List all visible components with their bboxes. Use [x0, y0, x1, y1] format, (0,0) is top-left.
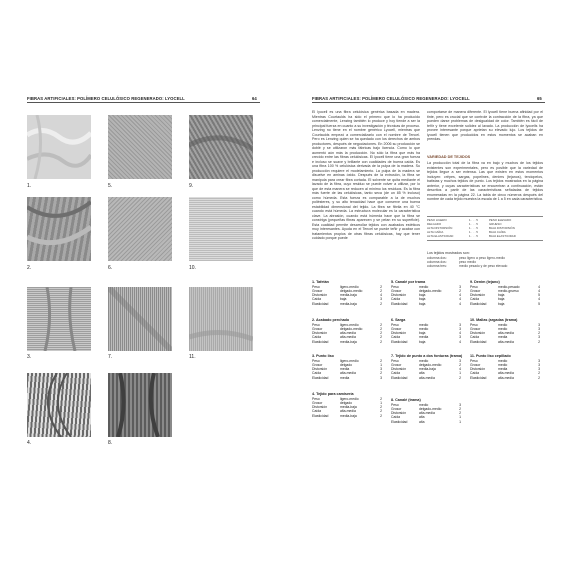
- property-name: Elasticidad: [391, 339, 408, 344]
- fabric-table-row: [470, 376, 543, 380]
- property-value: delgado-medio: [419, 362, 442, 367]
- property-score: 4: [380, 293, 382, 298]
- property-value: alta-media: [498, 371, 514, 376]
- property-name: Grosor: [312, 326, 323, 331]
- fabric-table-title: 9. Denim (tejano): [470, 280, 500, 284]
- property-score: 2: [380, 288, 382, 293]
- property-value: baja: [498, 297, 505, 302]
- fabric-table-title: 5. Canalé por trama: [391, 280, 426, 284]
- property-value: alta-media: [419, 375, 435, 380]
- swatch-label-1: 1.: [27, 183, 32, 189]
- fabric-table: [391, 354, 464, 380]
- property-name: Caída: [312, 409, 322, 414]
- property-score: 3: [538, 322, 540, 327]
- property-value: baja: [419, 301, 426, 306]
- property-name: Peso: [312, 322, 320, 327]
- property-name: Elasticidad: [391, 301, 408, 306]
- shown-desc: medio pesado y de peso elevado: [459, 264, 508, 268]
- shown-list: [427, 256, 543, 268]
- fabric-table-title: 11. Punto liso cepillado: [470, 354, 511, 358]
- fabric-table-row: [391, 340, 464, 344]
- fabric-swatch-5: [108, 115, 172, 179]
- property-score: 2: [538, 375, 540, 380]
- fabric-swatch-6: [108, 197, 172, 261]
- legend-scale: 1 . . . 5: [469, 230, 478, 234]
- property-score: 2: [459, 288, 461, 293]
- fabric-table-title: 7. Tejido de punto a dos fonturas (trama): [391, 354, 463, 358]
- property-value: baja: [419, 297, 426, 302]
- legend-high: PESO ELEVADO: [489, 218, 512, 222]
- property-name: Peso: [312, 396, 320, 401]
- shown-col: columna tres:: [427, 264, 447, 268]
- fabric-swatch-11: [189, 287, 253, 351]
- property-value: medio: [498, 326, 508, 331]
- property-value: ligero-medio: [340, 284, 359, 289]
- fabric-table: [470, 280, 543, 306]
- property-value: media: [340, 375, 350, 380]
- property-value: alta: [419, 419, 425, 424]
- property-score: 2: [380, 396, 382, 401]
- property-value: medio: [498, 322, 508, 327]
- fabric-table: [312, 318, 385, 344]
- property-value: delgado-medio: [340, 288, 363, 293]
- property-name: Caída: [391, 297, 401, 302]
- property-value: alta-media: [340, 331, 356, 336]
- right-page-number: 65: [537, 96, 542, 101]
- property-score: 1: [380, 400, 382, 405]
- swatch-label-6: 6.: [108, 265, 113, 271]
- property-score: 2: [380, 301, 382, 306]
- property-value: baja: [498, 293, 505, 298]
- legend-high: BAJA CAÍDA: [489, 230, 506, 234]
- property-name: Elasticidad: [312, 301, 329, 306]
- property-name: Caída: [470, 297, 480, 302]
- property-name: Caída: [391, 371, 401, 376]
- property-value: medio: [419, 284, 429, 289]
- property-name: Elasticidad: [470, 375, 487, 380]
- property-name: Peso: [470, 358, 478, 363]
- property-score: 1: [459, 419, 461, 424]
- property-value: baja: [419, 293, 426, 298]
- fabric-swatch-9: [189, 115, 253, 179]
- property-score: 2: [459, 411, 461, 416]
- property-score: 4: [459, 367, 461, 372]
- property-value: media-baja: [340, 301, 357, 306]
- property-score: 3: [380, 375, 382, 380]
- swatch-label-8: 8.: [108, 440, 113, 446]
- fabric-table: [312, 392, 385, 418]
- property-score: 1: [459, 415, 461, 420]
- property-name: Peso: [391, 284, 399, 289]
- fabric-table-title: 2. Acabado perchado: [312, 318, 350, 322]
- property-value: media-baja: [340, 293, 357, 298]
- property-name: Distorsión: [391, 331, 407, 336]
- property-value: media: [340, 367, 350, 372]
- property-score: 3: [459, 284, 461, 289]
- legend-rule-bottom: [427, 240, 543, 241]
- property-score: 3: [538, 335, 540, 340]
- property-score: 3: [459, 326, 461, 331]
- property-value: medio-grueso: [498, 288, 519, 293]
- property-value: media-baja: [340, 339, 357, 344]
- legend-scale: 1 . . . 5: [469, 234, 478, 238]
- property-name: Distorsión: [470, 331, 486, 336]
- property-score: 3: [459, 335, 461, 340]
- property-value: alta-media: [498, 331, 514, 336]
- property-name: Caída: [312, 335, 322, 340]
- property-name: Distorsión: [470, 293, 486, 298]
- property-value: media: [498, 367, 508, 372]
- property-name: Distorsión: [470, 367, 486, 372]
- property-score: 2: [380, 358, 382, 363]
- property-score: 3: [538, 362, 540, 367]
- property-value: media-baja: [340, 413, 357, 418]
- property-name: Distorsión: [391, 367, 407, 372]
- property-score: 3: [459, 402, 461, 407]
- fabric-table-row: [312, 302, 385, 306]
- property-value: delgado-medio: [419, 288, 442, 293]
- property-name: Grosor: [470, 362, 481, 367]
- property-value: alta-media: [340, 335, 356, 340]
- legend-high: BAJA ELASTICIDAD: [489, 234, 516, 238]
- fabric-swatch-8: [108, 373, 172, 437]
- property-name: Caída: [470, 371, 480, 376]
- property-name: Elasticidad: [312, 413, 329, 418]
- property-score: 1: [459, 371, 461, 376]
- property-value: medio: [419, 326, 429, 331]
- property-name: Grosor: [470, 288, 481, 293]
- property-name: Distorsión: [312, 331, 328, 336]
- fabric-table-title: 3. Punto liso: [312, 354, 334, 358]
- property-score: 5: [538, 293, 540, 298]
- fabric-swatch-3: [27, 287, 91, 351]
- property-value: baja: [340, 297, 347, 302]
- fabric-table: [312, 354, 385, 380]
- fabric-table-title: 8. Canalé (trama): [391, 398, 421, 402]
- shown-desc: peso ligero a peso ligero-medio: [459, 256, 506, 260]
- property-name: Grosor: [391, 326, 402, 331]
- property-score: 4: [459, 301, 461, 306]
- fabric-table-row: [312, 340, 385, 344]
- fabric-table: [470, 354, 543, 380]
- property-value: alta-media: [340, 371, 356, 376]
- property-value: alta-media: [498, 339, 514, 344]
- property-name: Distorsión: [312, 293, 328, 298]
- property-score: 2: [538, 339, 540, 344]
- property-value: medio: [419, 322, 429, 327]
- property-value: alta: [419, 415, 425, 420]
- property-value: delgado-medio: [419, 406, 442, 411]
- property-score: 3: [538, 326, 540, 331]
- fabric-table-row: [391, 420, 464, 424]
- property-name: Elasticidad: [312, 375, 329, 380]
- property-value: baja: [419, 339, 426, 344]
- property-name: Caída: [391, 415, 401, 420]
- property-name: Grosor: [312, 400, 323, 405]
- swatch-label-11: 11.: [189, 354, 196, 360]
- property-value: alta: [419, 371, 425, 376]
- property-name: Caída: [312, 297, 322, 302]
- property-value: media: [498, 335, 508, 340]
- property-name: Caída: [312, 371, 322, 376]
- fabric-swatch-1: [27, 115, 91, 179]
- property-name: Grosor: [312, 288, 323, 293]
- body-text-column-2: comportarse de manera diferente. El lyocell tiene buena afinidad por el tinte, pero es crucial que se controle la contracción de la fibra, ya que pueden darse problemas de desigualdad de color. También es fácil de teñir y tiene excelente solidez al lavado. La producción de lyocells ha provee interesante porque aprietan su elevado lujo. Los tejidos de lyocell tienen que producidos en estos momentos se acaban en prendas.: [427, 110, 543, 141]
- swatch-label-7: 7.: [108, 354, 113, 360]
- fabric-table-title: 10. Mallas (argadas (trama): [470, 318, 518, 322]
- property-name: Elasticidad: [391, 419, 408, 424]
- property-name: Grosor: [391, 288, 402, 293]
- property-score: 4: [538, 284, 540, 289]
- shown-desc: peso medio: [459, 260, 477, 264]
- property-name: Grosor: [391, 362, 402, 367]
- legend-low: DELGADO: [427, 222, 442, 226]
- property-value: medio: [419, 402, 429, 407]
- property-value: alta-media: [340, 409, 356, 414]
- fabric-table: [312, 280, 385, 306]
- fabric-table-row: [312, 414, 385, 418]
- fabric-table-row: [391, 302, 464, 306]
- property-value: alta-media: [498, 375, 514, 380]
- property-name: Peso: [312, 284, 320, 289]
- fabric-table: [391, 280, 464, 306]
- property-name: Peso: [391, 322, 399, 327]
- swatch-label-10: 10.: [189, 265, 196, 271]
- property-value: ligero-medio: [340, 322, 359, 327]
- legend-low: ALTA ELASTICIDAD: [427, 234, 454, 238]
- right-page: [285, 0, 570, 570]
- property-score: 2: [380, 409, 382, 414]
- property-score: 2: [459, 362, 461, 367]
- property-name: Elasticidad: [470, 301, 487, 306]
- property-value: media: [419, 335, 429, 340]
- property-name: Peso: [391, 358, 399, 363]
- fabric-swatch-2: [27, 197, 91, 261]
- legend-low: ALTA CAÍDA: [427, 230, 444, 234]
- property-value: delgado: [340, 362, 353, 367]
- shown-intro: Los tejidos mostrados son:: [427, 251, 470, 255]
- shown-col: columna dos:: [427, 260, 447, 264]
- right-running-header: FIBRAS ARTIFICIALES: POLÍMERO CELULÓSICO REGENERADO: LYOCELL: [312, 96, 470, 101]
- property-name: Distorsión: [391, 293, 407, 298]
- legend-rule-top: [427, 216, 543, 217]
- property-score: 2: [380, 322, 382, 327]
- property-value: media-baja: [419, 367, 436, 372]
- property-score: 2: [380, 339, 382, 344]
- property-score: 2: [380, 335, 382, 340]
- property-value: baja: [419, 331, 426, 336]
- fabric-swatch-7: [108, 287, 172, 351]
- body-text-column-1: El lyocell es una fibra celulósica genérica basada en madera. Mientras Courtaulds ha sido el primero que lo ha producido comercialmente, Lenzing también lo produce y hoy tiende a ser la principal fuerza en cuanto a su investigación y técnicas de proceso. Lenzing no tiene en el nombre genérico Lyocell, mientras que Courtaulds empezó a comercializarlo con el nombre de Tencel. Pero es Lenzing quien se ha quedado con los derechos de ambos productores, después de negociaciones. En 2006 su producción se doblé y se utilizaron más fábricas bajo licencia. Como lo que aumentó aún más la producción. No sólo la fibra que más ha crecido entre las fibras celulósicas. El lyocell tiene una gran fuerza e incluso se suave y brillante con cualidades de buena caída. Es una fibra 100 % celulósica derivada de la pulpa de la madera. Su producción requiere el modelamiento. La pulpa de la madera se disuelve en aminas óxido. Después de la extrusión, la fibra se manipula para crear fibra cortada. El solvente se quita mediante el lavado de la fibra, cuyo residuo se puede volver a utilizar, por lo que de esta manera se reducen al mínimo los residuos. Es la fibra más fuerte de las celulósicas, tanto seca (de un 85 % incluso) como húmeda. Esta fuerza es comparable a la de muchos poliésteres, y su alto tenacidad hace que conserve una buena estabilidad dimensional del tejido. La fibra se fibrila en 40 °C cuando está húmeda. La estructura molecular es la característica clave. La abrasión, cuando está húmeda hace que la fibra se constriga (pequeñas fibras aparecen y se pelan en su superficie). Esta cualidad permite desarrollar tejidos con acabados estéticos muy interesantes. Ayuda en el Tencel se puede teñir y acabar con tratamientos propios de otras fibras celulósicas, hay que tener cuidado porque puede: [312, 110, 420, 240]
- property-score: 4: [538, 288, 540, 293]
- fabric-table-row: [470, 340, 543, 344]
- fabric-table-title: 4. Tejido para camisería: [312, 392, 354, 396]
- property-name: Distorsión: [312, 367, 328, 372]
- property-name: Peso: [470, 284, 478, 289]
- legend-low: ALTA DISTORSIÓN: [427, 226, 453, 230]
- property-score: 4: [459, 339, 461, 344]
- property-score: 2: [380, 413, 382, 418]
- property-name: Elasticidad: [470, 339, 487, 344]
- property-score: 2: [459, 375, 461, 380]
- legend-low: PESO LIGERO: [427, 218, 447, 222]
- property-name: Elasticidad: [391, 375, 408, 380]
- property-score: 2: [380, 331, 382, 336]
- property-name: Distorsión: [312, 405, 328, 410]
- property-score: 4: [459, 297, 461, 302]
- fabric-swatch-10: [189, 197, 253, 261]
- property-score: 3: [380, 367, 382, 372]
- fabric-table-title: 1. Tafetán: [312, 280, 329, 284]
- left-running-header: FIBRAS ARTIFICIALES: POLÍMERO CELULÓSICO REGENERADO: LYOCELL: [27, 96, 185, 101]
- property-name: Peso: [312, 358, 320, 363]
- fabric-table-row: [470, 302, 543, 306]
- property-value: alta-media: [419, 411, 435, 416]
- property-name: Distorsión: [391, 411, 407, 416]
- swatch-label-3: 3.: [27, 354, 32, 360]
- fabric-swatch-4: [27, 373, 91, 437]
- right-header-rule: [312, 102, 545, 103]
- fabric-table: [391, 398, 464, 424]
- scale-legend: [427, 218, 543, 238]
- property-score: 3: [538, 367, 540, 372]
- shown-col: columna dos:: [427, 256, 447, 260]
- left-header-rule: [27, 102, 260, 103]
- property-score: 4: [459, 293, 461, 298]
- property-score: 1: [380, 362, 382, 367]
- fabric-table-row: [312, 376, 385, 380]
- property-name: Grosor: [470, 326, 481, 331]
- property-score: 3: [538, 358, 540, 363]
- property-score: 2: [380, 405, 382, 410]
- left-page-number: 64: [252, 96, 257, 101]
- property-value: ligero-medio: [340, 396, 359, 401]
- fabric-table: [391, 318, 464, 344]
- swatch-label-9: 9.: [189, 183, 194, 189]
- property-name: Grosor: [312, 362, 323, 367]
- property-value: medio: [498, 362, 508, 367]
- property-value: medio: [498, 358, 508, 363]
- property-value: ligero-medio: [340, 358, 359, 363]
- property-value: medio-pesado: [498, 284, 520, 289]
- property-value: delgado-medio: [340, 326, 363, 331]
- property-name: Elasticidad: [312, 339, 329, 344]
- property-score: 3: [380, 297, 382, 302]
- legend-scale: 1 . . . 5: [469, 226, 478, 230]
- property-name: Peso: [391, 402, 399, 407]
- legend-scale: 1 . . . 5: [469, 222, 478, 226]
- section-text: La producción total de la fibra va en bajo y muchos de los tejidos existentes son experimentales, pero es posible que la variedad de tejidos llegue a ser extensa. Las que existen en estos momentos incluyen: crêpes, sargas, popelines, denims (tejanos), terciopelos, batistas y muchos tejidos de punto. Los tejidos mostrados en la página anterior, y cuyas características se encuentran a continuación, están descritos a partir de las características señaladas de tejidos enumeradas en la página 22. La tabla de cinco números después del nombre de cada tejido muestra la escala de 1 a 5 en cada característica.: [427, 161, 543, 201]
- property-value: media-baja: [340, 405, 357, 410]
- fabric-table-row: [391, 376, 464, 380]
- property-score: 2: [538, 371, 540, 376]
- property-value: delgado: [340, 400, 353, 405]
- property-name: Caída: [470, 335, 480, 340]
- property-score: 2: [538, 331, 540, 336]
- property-score: 3: [459, 358, 461, 363]
- swatch-label-2: 2.: [27, 265, 32, 271]
- property-score: 2: [380, 371, 382, 376]
- legend-high: BAJA DISTORSIÓN: [489, 226, 515, 230]
- property-value: medio: [419, 358, 429, 363]
- section-title: VARIEDAD DE TEJIDOS: [427, 155, 471, 159]
- property-value: baja: [498, 301, 505, 306]
- legend-scale: 1 . . . 5: [469, 218, 478, 222]
- property-name: Grosor: [391, 406, 402, 411]
- property-name: Caída: [391, 335, 401, 340]
- property-score: 2: [380, 326, 382, 331]
- fabric-table: [470, 318, 543, 344]
- property-score: 4: [538, 297, 540, 302]
- property-score: 5: [538, 301, 540, 306]
- property-score: 4: [459, 331, 461, 336]
- legend-high: GRUESO: [489, 222, 502, 226]
- fabric-table-title: 6. Sarga: [391, 318, 406, 322]
- swatch-label-4: 4.: [27, 440, 32, 446]
- property-name: Peso: [470, 322, 478, 327]
- property-score: 2: [459, 406, 461, 411]
- swatch-label-5: 5.: [108, 183, 113, 189]
- property-score: 2: [380, 284, 382, 289]
- property-score: 3: [459, 322, 461, 327]
